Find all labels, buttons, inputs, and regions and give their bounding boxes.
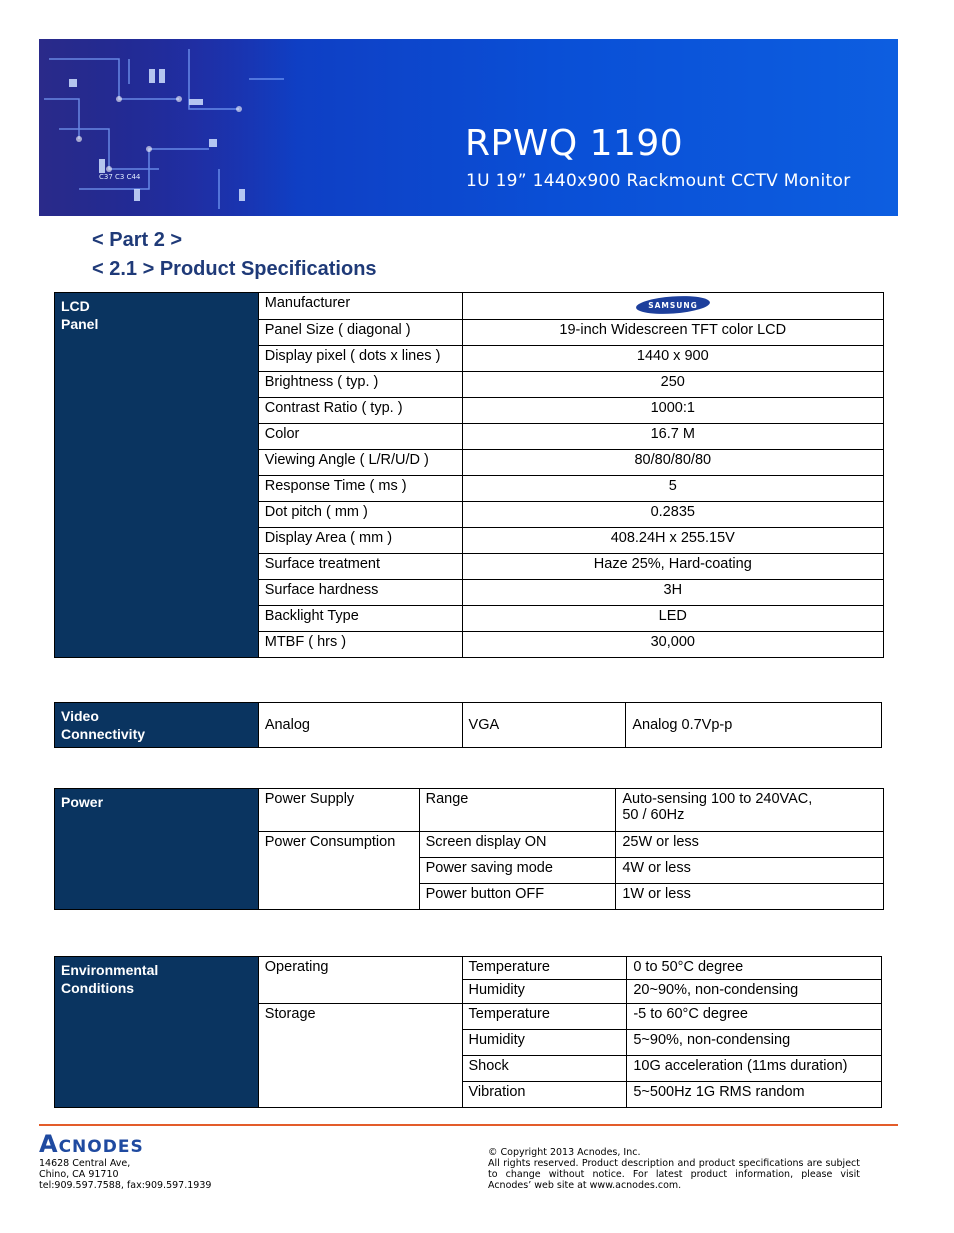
power-mode-value: 4W or less xyxy=(616,858,884,884)
header-banner xyxy=(39,39,898,216)
lcd-panel-category: LCD Panel xyxy=(55,293,259,658)
power-range-label: Range xyxy=(419,789,616,832)
power-mode: Power button OFF xyxy=(419,884,616,910)
spec-label: Brightness ( typ. ) xyxy=(258,372,462,398)
spec-value: 1440 x 900 xyxy=(462,346,883,372)
svg-text:SAMSUNG: SAMSUNG xyxy=(647,301,698,310)
power-consumption-label: Power Consumption xyxy=(258,832,419,910)
spec-value: 0.2835 xyxy=(462,502,883,528)
company-address: 14628 Central Ave, Chino, CA 91710 tel:909.597.7588, fax:909.597.1939 xyxy=(39,1158,212,1191)
env-item: Humidity xyxy=(462,980,627,1004)
spec-value: 16.7 M xyxy=(462,424,883,450)
spec-label: MTBF ( hrs ) xyxy=(258,632,462,658)
spec-label: Surface treatment xyxy=(258,554,462,580)
circuit-label: C37 C3 C44 xyxy=(99,173,141,181)
spec-label: Viewing Angle ( L/R/U/D ) xyxy=(258,450,462,476)
env-item: Temperature xyxy=(462,1004,627,1030)
env-value: -5 to 60°C degree xyxy=(627,1004,882,1030)
spec-label: Manufacturer xyxy=(258,293,462,320)
spec-value: 19-inch Widescreen TFT color LCD xyxy=(462,320,883,346)
storage-label: Storage xyxy=(258,1004,462,1108)
env-item: Shock xyxy=(462,1056,627,1082)
env-item: Vibration xyxy=(462,1082,627,1108)
copyright-notice: © Copyright 2013 Acnodes, Inc. All rights reserved. Product description and product specifications are subject to change without notice. For latest product information, please visit Acnodes’ web site at www.acnodes.com. xyxy=(488,1147,860,1191)
spec-value: 5 xyxy=(462,476,883,502)
video-connectivity-table xyxy=(54,702,882,748)
power-table xyxy=(54,788,884,910)
svg-text:Acnodes: Acnodes xyxy=(39,1130,144,1156)
power-mode: Power saving mode xyxy=(419,858,616,884)
power-supply-label: Power Supply xyxy=(258,789,419,832)
spec-value: 3H xyxy=(462,580,883,606)
power-category: Power xyxy=(55,789,259,910)
spec-label: Color xyxy=(258,424,462,450)
spec-label: Display Area ( mm ) xyxy=(258,528,462,554)
environmental-table xyxy=(54,956,882,1108)
lcd-panel-table xyxy=(54,292,884,658)
spec-label: Contrast Ratio ( typ. ) xyxy=(258,398,462,424)
spec-value: 80/80/80/80 xyxy=(462,450,883,476)
spec-value: LED xyxy=(462,606,883,632)
video-signal: Analog 0.7Vp-p xyxy=(626,703,882,748)
power-mode: Screen display ON xyxy=(419,832,616,858)
spec-label: Panel Size ( diagonal ) xyxy=(258,320,462,346)
product-subtitle: 1U 19” 1440x900 Rackmount CCTV Monitor xyxy=(466,171,851,191)
acnodes-logo xyxy=(39,1130,199,1161)
spec-label: Surface hardness xyxy=(258,580,462,606)
env-item: Temperature xyxy=(462,957,627,980)
spec-label: Backlight Type xyxy=(258,606,462,632)
power-range-value: Auto-sensing 100 to 240VAC, 50 / 60Hz xyxy=(616,789,884,832)
part-heading: < Part 2 > xyxy=(92,229,183,251)
spec-label: Display pixel ( dots x lines ) xyxy=(258,346,462,372)
spec-label: Response Time ( ms ) xyxy=(258,476,462,502)
spec-value: 30,000 xyxy=(462,632,883,658)
env-item: Humidity xyxy=(462,1030,627,1056)
footer-rule xyxy=(39,1124,898,1126)
env-value: 10G acceleration (11ms duration) xyxy=(627,1056,882,1082)
section-heading: < 2.1 > Product Specifications xyxy=(92,258,377,280)
spec-label: Dot pitch ( mm ) xyxy=(258,502,462,528)
spec-value: 408.24H x 255.15V xyxy=(462,528,883,554)
circuit-board-image xyxy=(39,39,299,216)
env-value: 5~90%, non-condensing xyxy=(627,1030,882,1056)
environmental-category: Environmental Conditions xyxy=(55,957,259,1108)
acnodes-logo-mark xyxy=(39,1130,199,1156)
samsung-logo xyxy=(634,295,712,315)
product-title: RPWQ 1190 xyxy=(465,123,684,164)
spec-value: Haze 25%, Hard-coating xyxy=(462,554,883,580)
env-value: 5~500Hz 1G RMS random xyxy=(627,1082,882,1108)
power-mode-value: 1W or less xyxy=(616,884,884,910)
power-mode-value: 25W or less xyxy=(616,832,884,858)
video-connector: VGA xyxy=(462,703,626,748)
spec-value: 250 xyxy=(462,372,883,398)
manufacturer-logo xyxy=(462,293,883,320)
operating-label: Operating xyxy=(258,957,462,1004)
video-connectivity-category: Video Connectivity xyxy=(55,703,259,748)
spec-value: 1000:1 xyxy=(462,398,883,424)
env-value: 0 to 50°C degree xyxy=(627,957,882,980)
env-value: 20~90%, non-condensing xyxy=(627,980,882,1004)
video-type: Analog xyxy=(258,703,462,748)
